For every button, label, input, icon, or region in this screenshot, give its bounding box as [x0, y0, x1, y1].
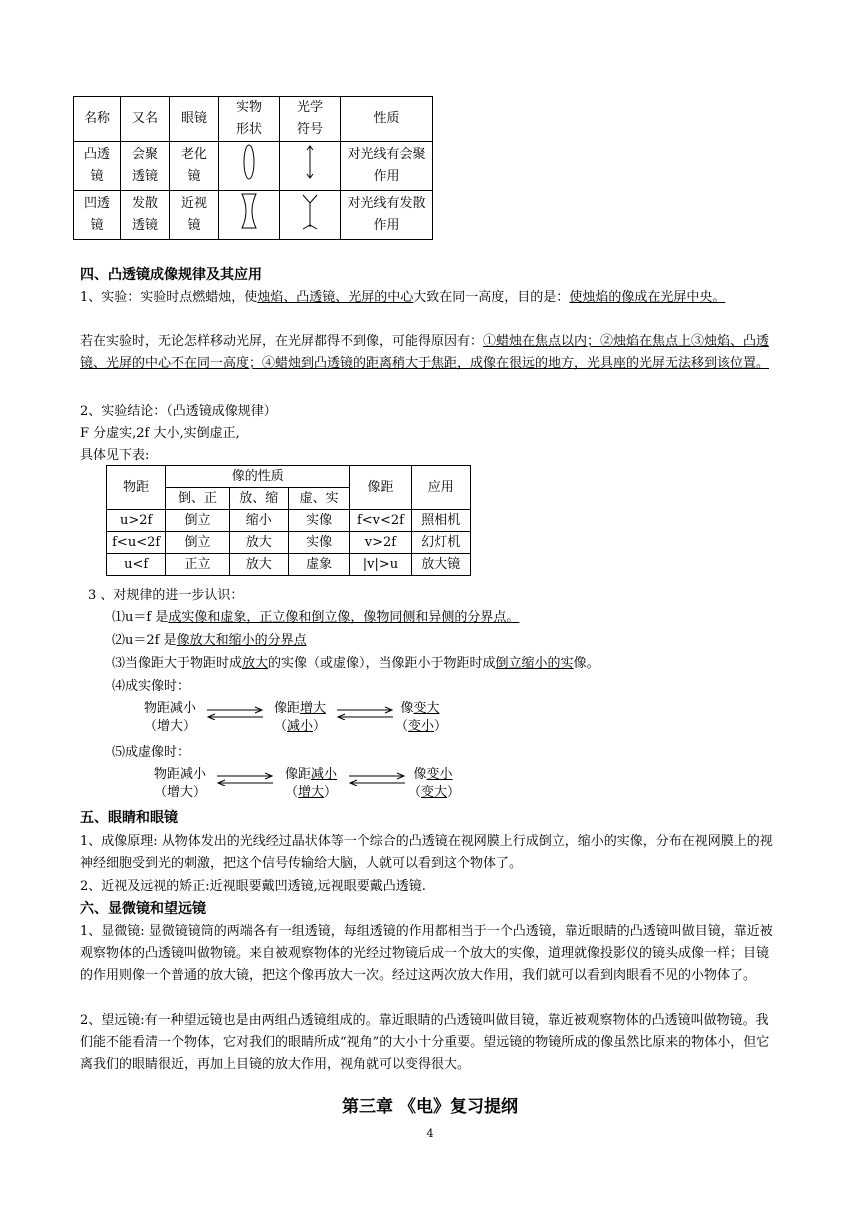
table-cell: 放大镜: [411, 554, 470, 576]
section-heading: 六、显微镜和望远镜: [80, 901, 206, 917]
table-cell: 幻灯机: [411, 532, 470, 554]
header-cell: 倒、正: [166, 488, 229, 510]
virtual-object-distance: 物距减小 （增大）: [153, 767, 206, 800]
header-cell: 物距: [107, 466, 166, 510]
header-cell: 又名: [121, 97, 170, 142]
real-image-distance: 像距增大 （减小）: [273, 701, 327, 734]
table-cell: 对光线有会聚作用: [341, 142, 433, 191]
table-cell: 照相机: [411, 510, 470, 532]
failure-reason-paragraph: 若在实验时，无论怎样移动光屏，在光屏都得不到像，可能得原因有：①蜡烛在焦点以内；②烛焰在焦点上③烛焰、凸透镜、光屏的中心不在同一高度；④蜡烛到凸透镜的距离稍大于焦距，成像在很远的地方，光具座的光屏无法移到该位置。: [80, 334, 770, 371]
table-cell: 老化镜: [170, 142, 219, 191]
table-row: [74, 191, 433, 240]
table-cell: [219, 191, 280, 240]
rule-point-3: ⑶当像距大于物距时成放大的实像（或虚像），当像距小于物距时成倒立缩小的实像。: [112, 656, 600, 671]
header-cell: 性质: [341, 97, 433, 142]
telescope-paragraph: 2、望远镜:有一种望远镜也是由两组凸透镜组成的。靠近眼睛的凸透镜叫做目镜，靠近被观察物体的凸透镜叫做物镜。我们能不能看清一个物体，它对我们的眼睛所成“视角”的大小十分重要。望远镜的物镜所成的像虽然比原来的物体小，但它离我们的眼睛很近，再加上目镜的放大作用，视角就可以变得很大。: [80, 1013, 770, 1072]
rule-point-5: ⑸成虚像时：: [112, 745, 191, 760]
table-row: [107, 466, 471, 488]
conclusion-line: 2、实验结论：（凸透镜成像规律）: [80, 404, 277, 419]
table-cell: 倒立: [166, 510, 229, 532]
header-cell: 实物形状: [219, 97, 280, 142]
section-heading: 四、凸透镜成像规律及其应用: [80, 267, 262, 283]
table-cell: f<u<2f: [107, 532, 166, 554]
page-number: 4: [426, 1127, 434, 1140]
table-cell: 放大: [229, 532, 288, 554]
virtual-image-distance: 像距减小 （增大）: [284, 767, 338, 800]
real-image-size: 像变大 （变小）: [395, 701, 448, 734]
table-cell: 虚象: [288, 554, 349, 576]
header-cell: 虚、实: [288, 488, 349, 510]
table-row: [107, 510, 471, 532]
table-row: [107, 532, 471, 554]
imaging-rule-table: [106, 465, 471, 576]
concave-lens-shape-icon: [239, 191, 259, 231]
table-cell: 会聚透镜: [121, 142, 170, 191]
table-cell: [280, 142, 341, 191]
header-cell: 像距: [350, 466, 411, 510]
table-row: [107, 554, 471, 576]
convex-lens-symbol-icon: [300, 142, 320, 182]
header-cell: 像的性质: [166, 466, 350, 488]
double-arrow-icon: [347, 772, 407, 786]
table-cell: 实像: [288, 532, 349, 554]
rule-point-4: ⑷成实像时：: [112, 679, 191, 694]
header-cell: 光学符号: [280, 97, 341, 142]
double-arrow-icon: [335, 706, 395, 720]
table-cell: 缩小: [229, 510, 288, 532]
microscope-paragraph: 1、显微镜: 显微镜镜筒的两端各有一组透镜，每组透镜的作用都相当于一个凸透镜，靠近眼睛的凸透镜叫做目镜，靠近被观察物体的凸透镜叫做物镜。来自被观察物体的光经过物镜后成一个放大的实像，道理就像投影仪的镜头成像一样；目镜的作用则像一个普通的放大镜，把这个像再放大一次。经过这两次放大作用，我们就可以看到肉眼看不见的小物体了。: [80, 924, 773, 983]
table-cell: f<v<2f: [350, 510, 411, 532]
table-row: [74, 97, 433, 142]
rule-point-1: ⑴u＝f 是成实像和虚象，正立像和倒立像，像物同侧和异侧的分界点。: [112, 610, 520, 625]
table-cell: 倒立: [166, 532, 229, 554]
experiment-paragraph: 1、实验：实验时点燃蜡烛，使烛焰、凸透镜、光屏的中心大致在同一高度，目的是：使烛焰的像成在光屏中央。: [80, 290, 726, 305]
table-row: [74, 142, 433, 191]
header-cell: 眼镜: [170, 97, 219, 142]
double-arrow-icon: [215, 772, 275, 786]
further-title: 3 、对规律的进一步认识：: [88, 588, 244, 603]
chapter-title: 第三章 《电》复习提纲: [342, 1097, 518, 1117]
double-arrow-icon: [205, 706, 265, 720]
table-cell: 实像: [288, 510, 349, 532]
table-cell: [219, 142, 280, 191]
concave-lens-symbol-icon: [298, 191, 322, 231]
table-cell: 对光线有发散作用: [341, 191, 433, 240]
eye-imaging-paragraph: 1、成像原理: 从物体发出的光线经过晶状体等一个综合的凸透镜在视网膜上行成倒立，缩小的实像，分布在视网膜上的视神经细胞受到光的刺激，把这个信号传输给大脑，人就可以看到这个物体了。: [80, 834, 773, 871]
see-table-line: 具体见下表:: [80, 448, 150, 463]
table-cell: [280, 191, 341, 240]
convex-lens-shape-icon: [239, 142, 259, 182]
table-cell: 凹透镜: [74, 191, 121, 240]
header-cell: 应用: [411, 466, 470, 510]
section-heading: 五、眼睛和眼镜: [80, 810, 178, 826]
table-cell: 近视镜: [170, 191, 219, 240]
mnemonic-line: F 分虚实,2f 大小,实倒虚正,: [80, 426, 240, 441]
table-cell: u<f: [107, 554, 166, 576]
header-cell: 放、缩: [229, 488, 288, 510]
header-cell: 名称: [74, 97, 121, 142]
rule-point-2: ⑵u＝2f 是像放大和缩小的分界点: [112, 633, 307, 648]
table-cell: 发散透镜: [121, 191, 170, 240]
virtual-image-size: 像变小 （变大）: [408, 767, 461, 800]
table-cell: |v|>u: [350, 554, 411, 576]
table-cell: u>2f: [107, 510, 166, 532]
real-object-distance: 物距减小 （增大）: [143, 701, 196, 734]
table-cell: 凸透镜: [74, 142, 121, 191]
table-cell: 放大: [229, 554, 288, 576]
table-cell: v>2f: [350, 532, 411, 554]
lens-table: [73, 96, 433, 240]
table-cell: 正立: [166, 554, 229, 576]
vision-correction-paragraph: 2、近视及远视的矫正:近视眼要戴凹透镜,远视眼要戴凸透镜.: [80, 879, 426, 894]
